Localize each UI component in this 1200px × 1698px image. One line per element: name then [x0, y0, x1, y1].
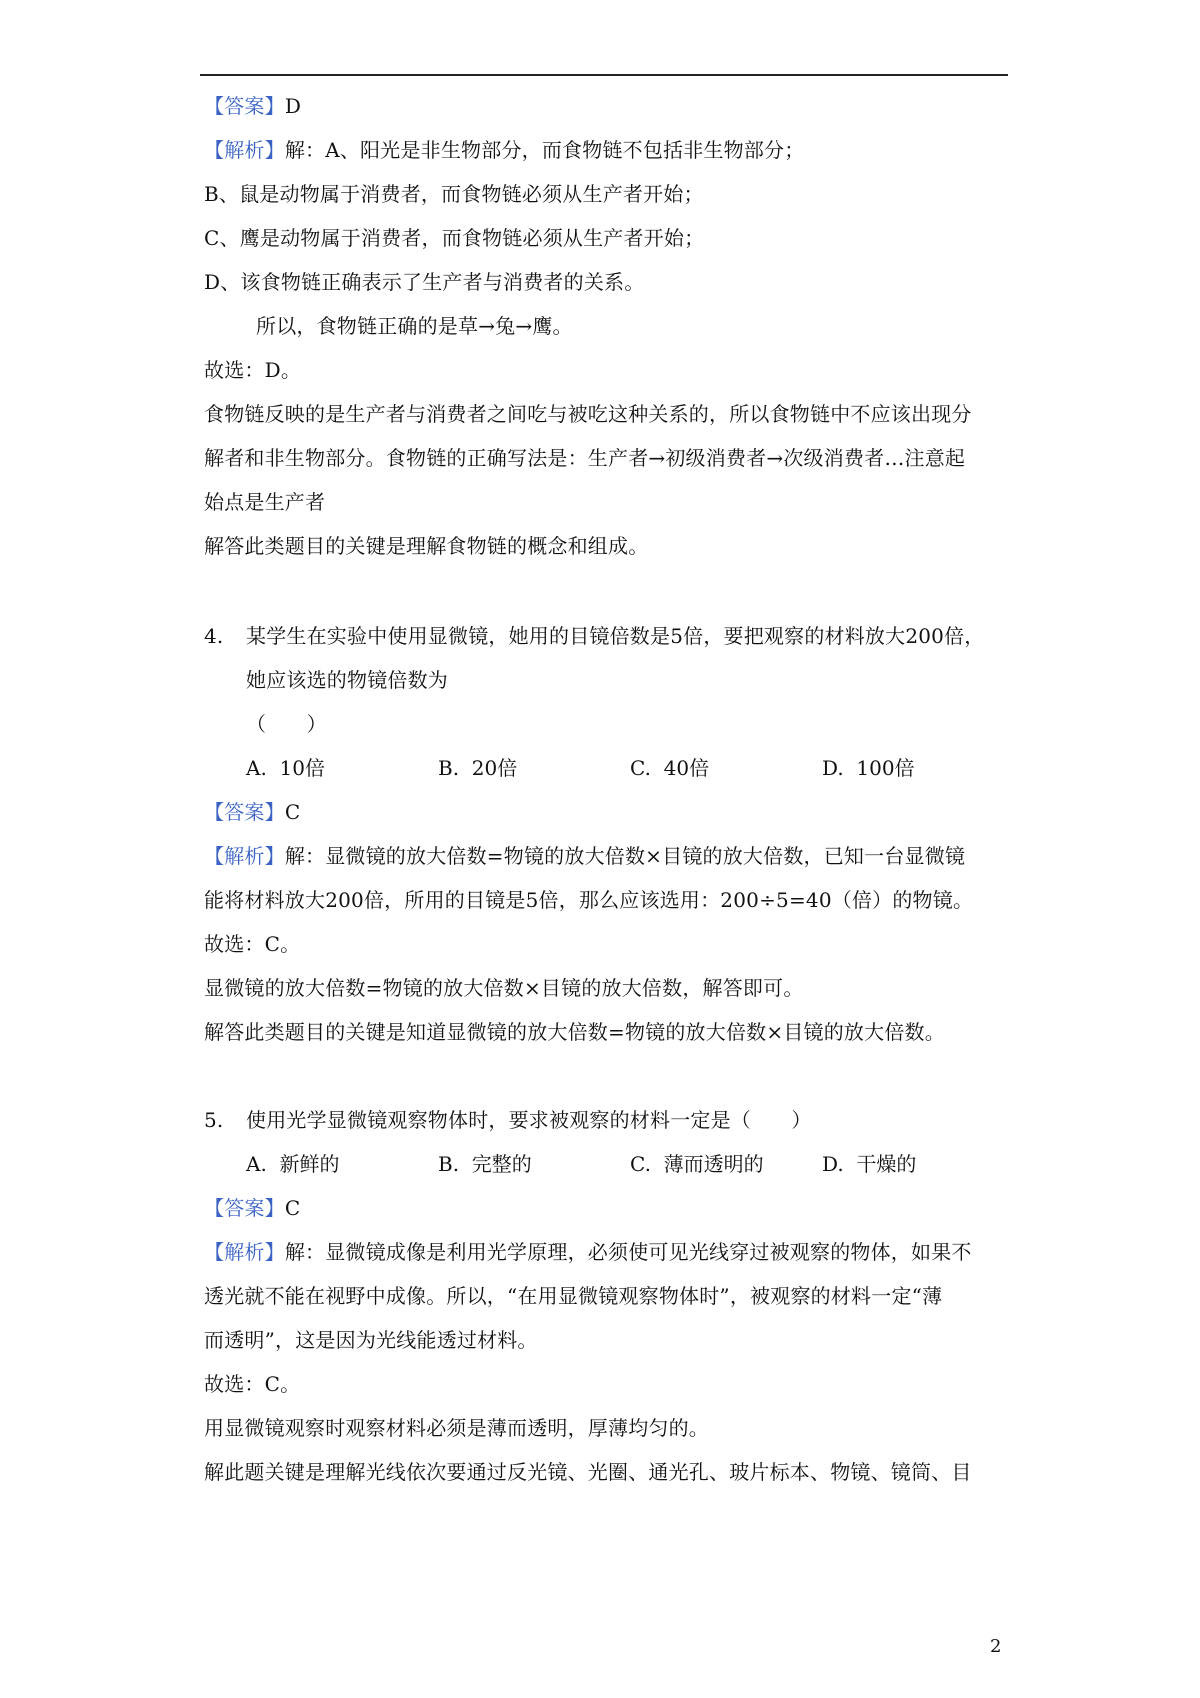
analysis-text: 显微镜的放大倍数=物镜的放大倍数×目镜的放大倍数，解答即可。: [204, 976, 804, 1000]
analysis-text: 故选：C。: [204, 1372, 301, 1396]
analysis-text: 解：显微镜成像是利用光学原理，必须使可见光线穿过被观察的物体，如果不: [284, 1240, 972, 1264]
option-text: 薄而透明的: [663, 1152, 764, 1176]
analysis-text: 能将材料放大200倍，所用的目镜是5倍，那么应该选用：200÷5=40（倍）的物镜。: [204, 888, 974, 912]
option-text: 新鲜的: [279, 1152, 340, 1176]
option-label: D.: [822, 756, 844, 780]
q4-option-b: [438, 754, 517, 782]
q5-analysis-line: [204, 1238, 972, 1266]
analysis-text: D、该食物链正确表示了生产者与消费者的关系。: [204, 270, 645, 294]
analysis-text: 所以，食物链正确的是草→兔→鹰。: [256, 314, 573, 338]
analysis-text: C、鹰是动物属于消费者，而食物链必须从生产者开始；: [204, 226, 705, 250]
option-label: B.: [438, 1152, 460, 1176]
q4-option-a: [246, 754, 325, 782]
analysis-text: 解：显微镜的放大倍数=物镜的放大倍数×目镜的放大倍数，已知一台显微镜: [284, 844, 966, 868]
option-label: C.: [630, 1152, 651, 1176]
q3-analysis-line: [204, 136, 804, 164]
analysis-text: 用显微镜观察时观察材料必须是薄而透明，厚薄均匀的。: [204, 1416, 709, 1440]
analysis-text: 故选：D。: [204, 358, 302, 382]
analysis-text: 解者和非生物部分。食物链的正确写法是：生产者→初级消费者→次级消费者…注意起: [204, 446, 966, 470]
q5-option-c: [630, 1150, 764, 1178]
answer-tag: 【答案】: [204, 1196, 285, 1220]
answer-value: D: [284, 94, 302, 118]
answer-tag: 【答案】: [204, 94, 285, 118]
analysis-text: 而透明”，这是因为光线能透过材料。: [204, 1328, 538, 1352]
analysis-text: 始点是生产者: [204, 490, 326, 514]
q4-number: 4.: [204, 624, 224, 648]
option-text: 干燥的: [856, 1152, 917, 1176]
analysis-text: 故选：C。: [204, 932, 301, 956]
q4-blank: （ ）: [246, 712, 327, 736]
answer-tag: 【答案】: [204, 800, 285, 824]
option-text: 20倍: [471, 756, 518, 780]
q5-answer-line: [204, 1194, 300, 1222]
analysis-tag: 【解析】: [204, 1240, 285, 1264]
analysis-text: 解答此类题目的关键是知道显微镜的放大倍数=物镜的放大倍数×目镜的放大倍数。: [204, 1020, 945, 1044]
option-text: 100倍: [856, 756, 915, 780]
q4-analysis-line: [204, 842, 965, 870]
option-label: A.: [246, 756, 267, 780]
q5-number: 5.: [204, 1108, 224, 1132]
answer-value: C: [284, 800, 301, 824]
option-text: 完整的: [471, 1152, 532, 1176]
q5-option-a: [246, 1150, 340, 1178]
answer-value: C: [284, 1196, 301, 1220]
q5-stem: 使用光学显微镜观察物体时，要求被观察的材料一定是（ ）: [246, 1108, 812, 1132]
q4-answer-line: [204, 798, 300, 826]
q3-answer-line: [204, 92, 301, 120]
option-text: 40倍: [663, 756, 710, 780]
q4-option-d: [822, 754, 915, 782]
option-label: C.: [630, 756, 651, 780]
q4-stem: 她应该选的物镜倍数为: [246, 668, 448, 692]
header-rule: [200, 74, 1008, 76]
option-label: A.: [246, 1152, 267, 1176]
analysis-text: 解此题关键是理解光线依次要通过反光镜、光圈、通光孔、玻片标本、物镜、镜筒、目: [204, 1460, 972, 1484]
analysis-text: 透光就不能在视野中成像。所以，“在用显微镜观察物体时”，被观察的材料一定“薄: [204, 1284, 943, 1308]
option-label: B.: [438, 756, 460, 780]
q4-option-c: [630, 754, 709, 782]
analysis-tag: 【解析】: [204, 138, 285, 162]
q5-option-d: [822, 1150, 916, 1178]
analysis-text: 食物链反映的是生产者与消费者之间吃与被吃这种关系的，所以食物链中不应该出现分: [204, 402, 972, 426]
page-number: 2: [990, 1636, 1002, 1657]
analysis-tag: 【解析】: [204, 844, 285, 868]
option-text: 10倍: [279, 756, 325, 780]
analysis-text: 解：A、阳光是非生物部分，而食物链不包括非生物部分；: [284, 138, 805, 162]
analysis-text: 解答此类题目的关键是理解食物链的概念和组成。: [204, 534, 649, 558]
analysis-text: B、鼠是动物属于消费者，而食物链必须从生产者开始；: [204, 182, 704, 206]
q5-option-b: [438, 1150, 532, 1178]
q4-stem: 某学生在实验中使用显微镜，她用的目镜倍数是5倍，要把观察的材料放大200倍，: [246, 624, 985, 648]
option-label: D.: [822, 1152, 844, 1176]
